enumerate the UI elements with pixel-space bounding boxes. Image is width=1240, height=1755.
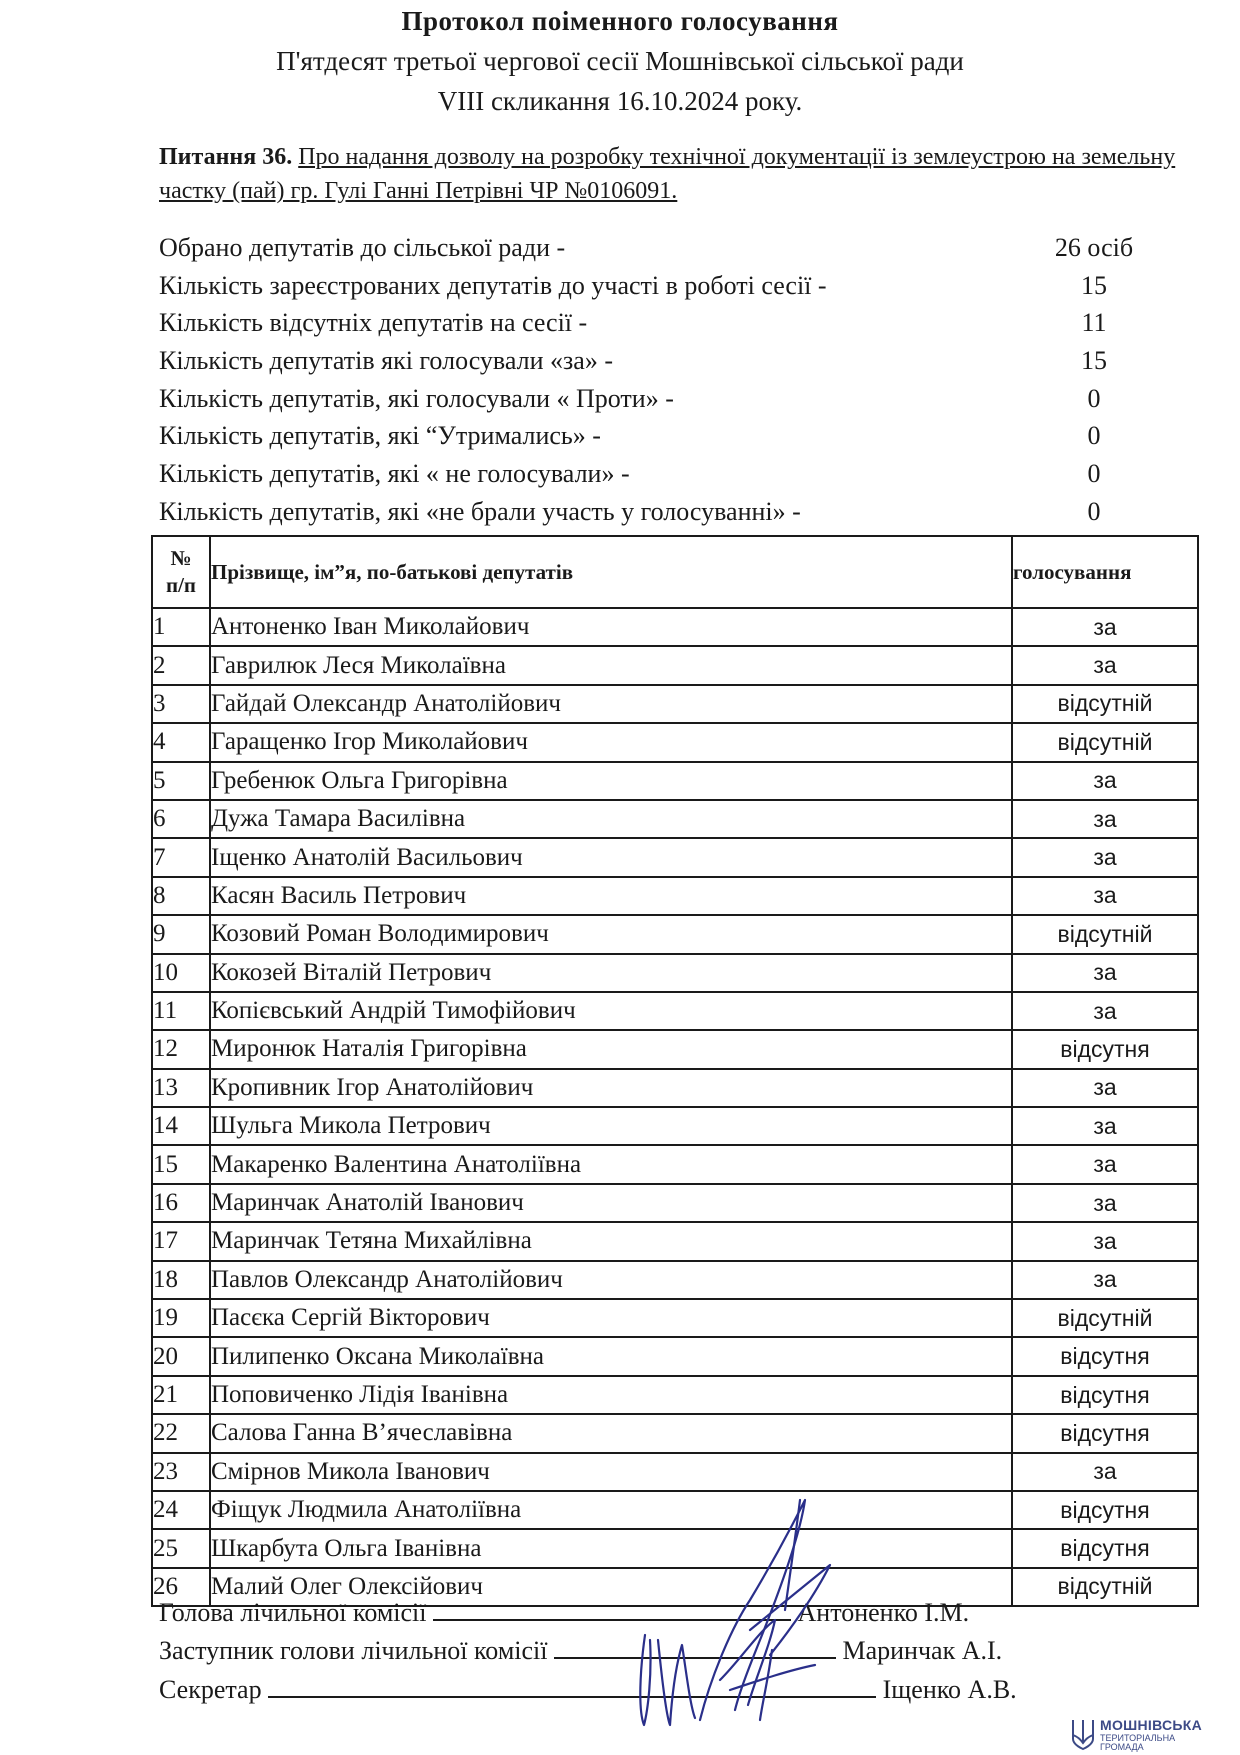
vote-result: за [1012,646,1198,684]
row-number: 23 [152,1453,210,1491]
row-number: 2 [152,646,210,684]
deputy-name: Маринчак Тетяна Михайлівна [210,1222,1012,1260]
deputy-name: Пасєка Сергій Вікторович [210,1299,1012,1337]
deputy-name: Павлов Олександр Анатолійович [210,1261,1012,1299]
vote-result: відсутній [1012,1299,1198,1337]
table-row [152,877,1198,915]
trident-emblem-icon [1070,1717,1096,1751]
row-number: 11 [152,992,210,1030]
vote-result: відсутня [1012,1337,1198,1375]
deputy-name: Копієвський Андрій Тимофійович [210,992,1012,1030]
deputy-name: Маринчак Анатолій Іванович [210,1184,1012,1222]
vote-result: за [1012,1222,1198,1260]
row-number: 8 [152,877,210,915]
deputy-name: Кокозей Віталій Петрович [210,954,1012,992]
deputy-name: Дужа Тамара Василівна [210,800,1012,838]
signature-name: Антоненко І.М. [797,1598,970,1627]
table-row [152,685,1198,723]
question-text: Про надання дозволу на розробку технічної документації із землеустрою на земельну частку (пай) гр. Гулі Ганні Петрівні ЧР №0106091. [159,144,1176,204]
stat-row [159,342,1169,380]
deputy-name: Антоненко Іван Миколайович [210,608,1012,646]
deputy-name: Козовий Роман Володимирович [210,915,1012,953]
stat-row [159,380,1169,418]
table-row [152,1069,1198,1107]
stat-label: Кількість депутатів які голосували «за» - [159,346,613,376]
row-number: 3 [152,685,210,723]
deputy-name: Гаврилюк Леся Миколаївна [210,646,1012,684]
stat-label: Обрано депутатів до сільської ради - [159,233,566,262]
vote-result: за [1012,762,1198,800]
vote-result: за [1012,1184,1198,1222]
vote-result: відсутній [1012,915,1198,953]
row-number: 20 [152,1337,210,1375]
table-row [152,838,1198,876]
stat-row [159,417,1169,455]
vote-result: за [1012,954,1198,992]
deputy-name: Іщенко Анатолій Васильович [210,838,1012,876]
table-row [152,1184,1198,1222]
row-number: 1 [152,608,210,646]
community-logo [1070,1717,1230,1753]
row-number: 24 [152,1491,210,1529]
vote-result: за [1012,800,1198,838]
row-number: 10 [152,954,210,992]
vote-result: за [1012,1069,1198,1107]
stat-row [159,229,1169,267]
vote-result: відсутня [1012,1529,1198,1567]
stat-value: 26 осіб [1054,233,1134,262]
deputy-name: Гаращенко Ігор Миколайович [210,723,1012,761]
table-row [152,915,1198,953]
logo-subtitle-1: ТЕРИТОРІАЛЬНА [1100,1733,1176,1743]
table-row [152,1030,1198,1068]
table-row [152,1299,1198,1337]
stat-label: Кількість відсутніх депутатів на сесії - [159,308,588,338]
deputy-name: Малий Олег Олексійович [210,1568,1012,1606]
table-row [152,1414,1198,1452]
deputy-name: Смірнов Микола Іванович [210,1453,1012,1491]
table-row [152,646,1198,684]
row-number: 5 [152,762,210,800]
deputy-name: Поповиченко Лідія Іванівна [210,1376,1012,1414]
row-number: 19 [152,1299,210,1337]
row-number: 25 [152,1529,210,1567]
logo-subtitle-2: ГРОМАДА [1100,1742,1144,1752]
question-block [159,140,1209,208]
row-number: 22 [152,1414,210,1452]
stat-label: Кількість депутатів, які “Утримались» - [159,421,601,451]
signature-role: Секретар [159,1675,262,1704]
stat-value: 15 [1081,346,1107,376]
table-row [152,608,1198,646]
table-row [152,1107,1198,1145]
row-number: 18 [152,1261,210,1299]
vote-result: за [1012,608,1198,646]
stat-row [159,304,1169,342]
deputy-name: Миронюк Наталія Григорівна [210,1030,1012,1068]
deputy-name: Шкарбута Ольга Іванівна [210,1529,1012,1567]
vote-result: за [1012,1261,1198,1299]
row-number: 7 [152,838,210,876]
row-number: 12 [152,1030,210,1068]
row-number: 14 [152,1107,210,1145]
vote-result: за [1012,1453,1198,1491]
row-number: 9 [152,915,210,953]
logo-title: МОШНІВСЬКА [1100,1717,1203,1733]
stat-value: 15 [1081,270,1107,300]
vote-result: відсутній [1012,685,1198,723]
table-row [152,1222,1198,1260]
table-row [152,1376,1198,1414]
vote-result: відсутній [1012,723,1198,761]
row-number: 15 [152,1145,210,1183]
deputy-name: Кропивник Ігор Анатолійович [210,1069,1012,1107]
stat-value: 0 [1087,421,1101,451]
stat-label: Кількість зареєстрованих депутатів до участі в роботі сесії - [159,270,827,300]
vote-result: за [1012,992,1198,1030]
deputy-name: Пилипенко Оксана Миколаївна [210,1337,1012,1375]
signature-name: Маринчак А.І. [842,1636,1003,1665]
stat-row [159,493,1169,531]
vote-result: за [1012,877,1198,915]
header-number-abbr: п/п [165,573,197,597]
table-row [152,954,1198,992]
stat-label: Кількість депутатів, які « не голосували» - [159,459,630,489]
table-row [152,1261,1198,1299]
row-number: 26 [152,1568,210,1606]
deputy-name: Шульга Микола Петрович [210,1107,1012,1145]
stat-row [159,455,1169,493]
table-row [152,992,1198,1030]
stat-value: 11 [1081,308,1107,338]
question-label: Питання 36. [159,144,293,170]
vote-result: відсутній [1012,1568,1198,1606]
table-row [152,723,1198,761]
header-full-name: Прізвище, ім”я, по-батькові депутатів [210,536,1012,608]
stat-value: 0 [1087,459,1101,489]
table-row [152,1337,1198,1375]
stat-row [159,267,1169,305]
deputy-name: Гребенюк Ольга Григорівна [210,762,1012,800]
row-number: 16 [152,1184,210,1222]
handwritten-signature [600,1480,900,1730]
stat-label: Кількість депутатів, які голосували « Проти» - [159,383,674,413]
deputy-name: Макаренко Валентина Анатоліївна [210,1145,1012,1183]
deputy-name: Салова Ганна В’ячеславівна [210,1414,1012,1452]
signature-role: Голова лічильної комісії [159,1598,427,1627]
stat-label: Кількість депутатів, які «не брали участь у голосуванні» - [159,496,801,526]
row-number: 4 [152,723,210,761]
protocol-title: Протокол поіменного голосування [401,6,839,36]
deputies-vote-table [151,535,1199,1607]
vote-result: відсутня [1012,1030,1198,1068]
vote-result: за [1012,1145,1198,1183]
signature-role: Заступник голови лічильної комісії [159,1636,548,1665]
table-row [152,800,1198,838]
deputy-name: Гайдай Олександр Анатолійович [210,685,1012,723]
signature-name: Іщенко А.В. [882,1675,1017,1704]
vote-result: відсутня [1012,1376,1198,1414]
table-row [152,762,1198,800]
vote-result: відсутня [1012,1491,1198,1529]
table-row [152,1145,1198,1183]
convocation-date-line: VIII скликання 16.10.2024 року. [437,86,803,116]
stat-value: 0 [1087,383,1101,413]
stat-value: 0 [1087,496,1101,526]
header-number-sign: № [170,546,192,570]
row-number: 21 [152,1376,210,1414]
deputy-name: Фіщук Людмила Анатоліївна [210,1491,1012,1529]
vote-result: за [1012,1107,1198,1145]
table-header-row [152,536,1198,608]
row-number: 6 [152,800,210,838]
header-number [152,536,210,608]
row-number: 13 [152,1069,210,1107]
row-number: 17 [152,1222,210,1260]
vote-statistics [159,229,1169,531]
deputy-name: Касян Василь Петрович [210,877,1012,915]
vote-result: за [1012,838,1198,876]
session-line: П'ятдесят третьої чергової сесії Мошнівської сільської ради [276,46,964,76]
header-vote: голосування [1012,536,1198,608]
vote-result: відсутня [1012,1414,1198,1452]
